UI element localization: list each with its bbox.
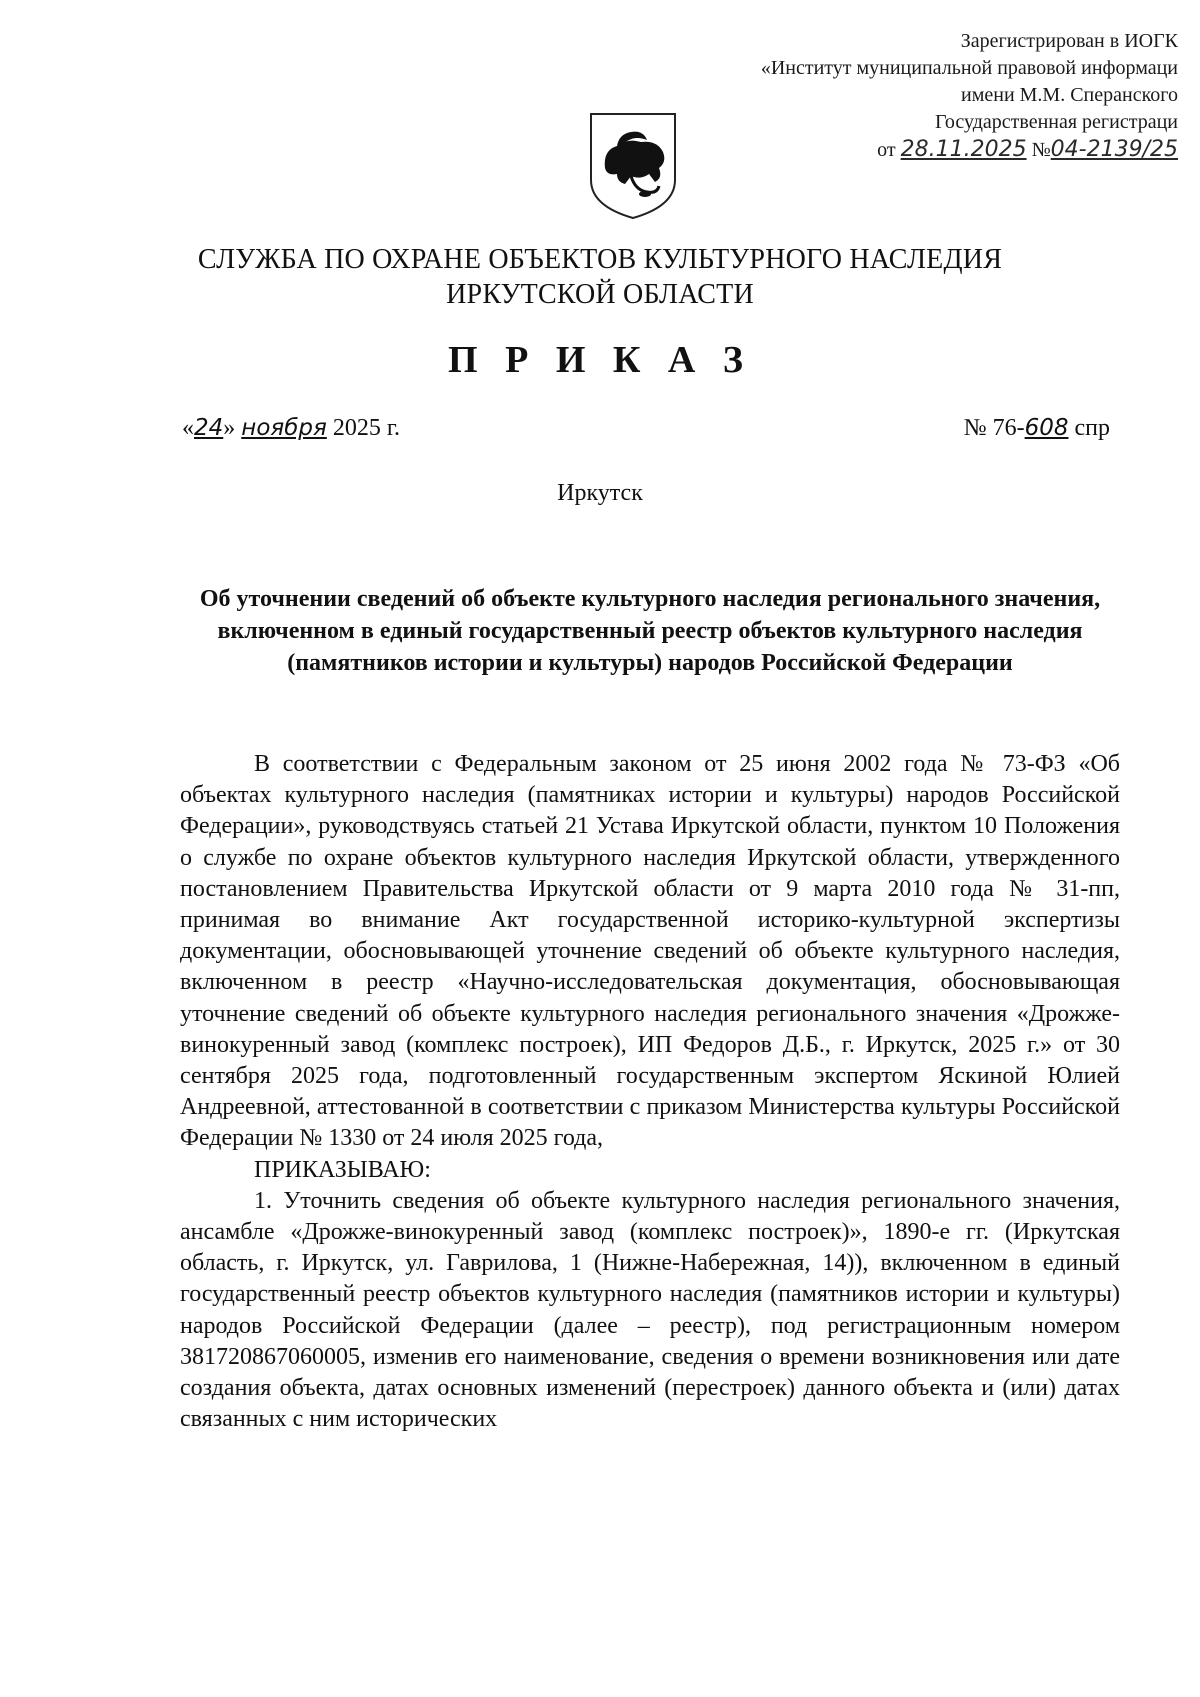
order-subject: Об уточнении сведений об объекте культурного наследия регионального значения, включенном в единый государственный реестр объектов культурного наследия (памятников истории и культуры) народов Российской Федерации bbox=[199, 586, 1101, 676]
order-body bbox=[180, 749, 1120, 1435]
order-date bbox=[182, 415, 400, 442]
order-month: ноября bbox=[241, 415, 327, 441]
city: Иркутск bbox=[557, 480, 643, 506]
preamble-paragraph: В соответствии с Федеральным законом от 25 июня 2002 года № 73-ФЗ «Об объектах культурного наследия (памятниках истории и культуры) народов Российской Федерации», руководствуясь статьей 21 Устава Иркутской области, пунктом 10 Положения о службе по охране объектов культурного наследия Иркутской области, утвержденного постановлением Правительства Иркутской области от 9 марта 2010 года № 31-пп, принимая во внимание Акт государственной историко-культурной экспертизы документации, обосновывающей уточнение сведений об объекте культурного наследия, включенном в реестр «Научно-исследовательская документация, обосновывающая уточнение сведений об объекте культурного наследия регионального значения «Дрожже-винокуренный завод (комплекс построек), ИП Федоров Д.Б., г. Иркутск, 2025 г.» от 30 сентября 2025 года, подготовленный государственным экспертом Яскиной Юлией Андреевной, аттестованной в соответствии с приказом Министерства культуры Российской Федерации № 1330 от 24 июля 2025 года, bbox=[180, 751, 1120, 1152]
registration-date-number bbox=[761, 136, 1178, 164]
registration-line-3: имени М.М. Сперанского bbox=[961, 84, 1178, 106]
clause-1-paragraph: 1. Уточнить сведения об объекте культурного наследия регионального значения, ансамбле «Дрожже-винокуренный завод (комплекс построек)», 1890-е гг. (Иркутская область, г. Иркутск, ул. Гаврилова, 1 (Нижне-Набережная, 14)), включенном в единый государственный реестр объектов культурного наследия (памятников истории и культуры) народов Российской Федерации (далее – реестр), под регистрационным номером 381720867060005, изменив его наименование, сведения о времени возникновения или дате создания объекта, датах основных изменений (перестроек) данного объекта и (или) датах связанных с ним исторических bbox=[180, 1187, 1120, 1433]
registration-line-2: «Институт муниципальной правовой информаци bbox=[760, 57, 1178, 79]
order-date-close-quote: » bbox=[223, 415, 236, 441]
registration-number-label: № bbox=[1031, 139, 1051, 161]
order-day: 24 bbox=[194, 415, 224, 441]
irkutsk-coat-of-arms-icon bbox=[587, 110, 679, 222]
order-number bbox=[964, 415, 1110, 442]
order-number-suffix: спр bbox=[1074, 415, 1110, 441]
registration-from-label: от bbox=[877, 139, 896, 161]
registration-line-1: Зарегистрирован в ИОГК bbox=[960, 30, 1178, 52]
order-date-open-quote: « bbox=[182, 415, 194, 441]
agency-line-1: СЛУЖБА ПО ОХРАНЕ ОБЪЕКТОВ КУЛЬТУРНОГО НАСЛЕДИЯ bbox=[197, 244, 1003, 275]
registration-line-4: Государственная регистраци bbox=[935, 111, 1178, 133]
agency-name bbox=[0, 242, 1200, 312]
order-word: ПРИКАЗЫВАЮ: bbox=[254, 1156, 431, 1183]
registration-stamp bbox=[761, 28, 1178, 164]
registration-date: 28.11.2025 bbox=[900, 137, 1027, 162]
registration-number: 04-2139/25 bbox=[1050, 137, 1178, 162]
order-number-handwritten: 608 bbox=[1024, 415, 1069, 441]
document-title: П Р И К А З bbox=[448, 339, 752, 381]
agency-line-2: ИРКУТСКОЙ ОБЛАСТИ bbox=[446, 279, 754, 310]
order-year: 2025 г. bbox=[332, 415, 400, 441]
order-number-prefix: № 76- bbox=[963, 415, 1025, 441]
